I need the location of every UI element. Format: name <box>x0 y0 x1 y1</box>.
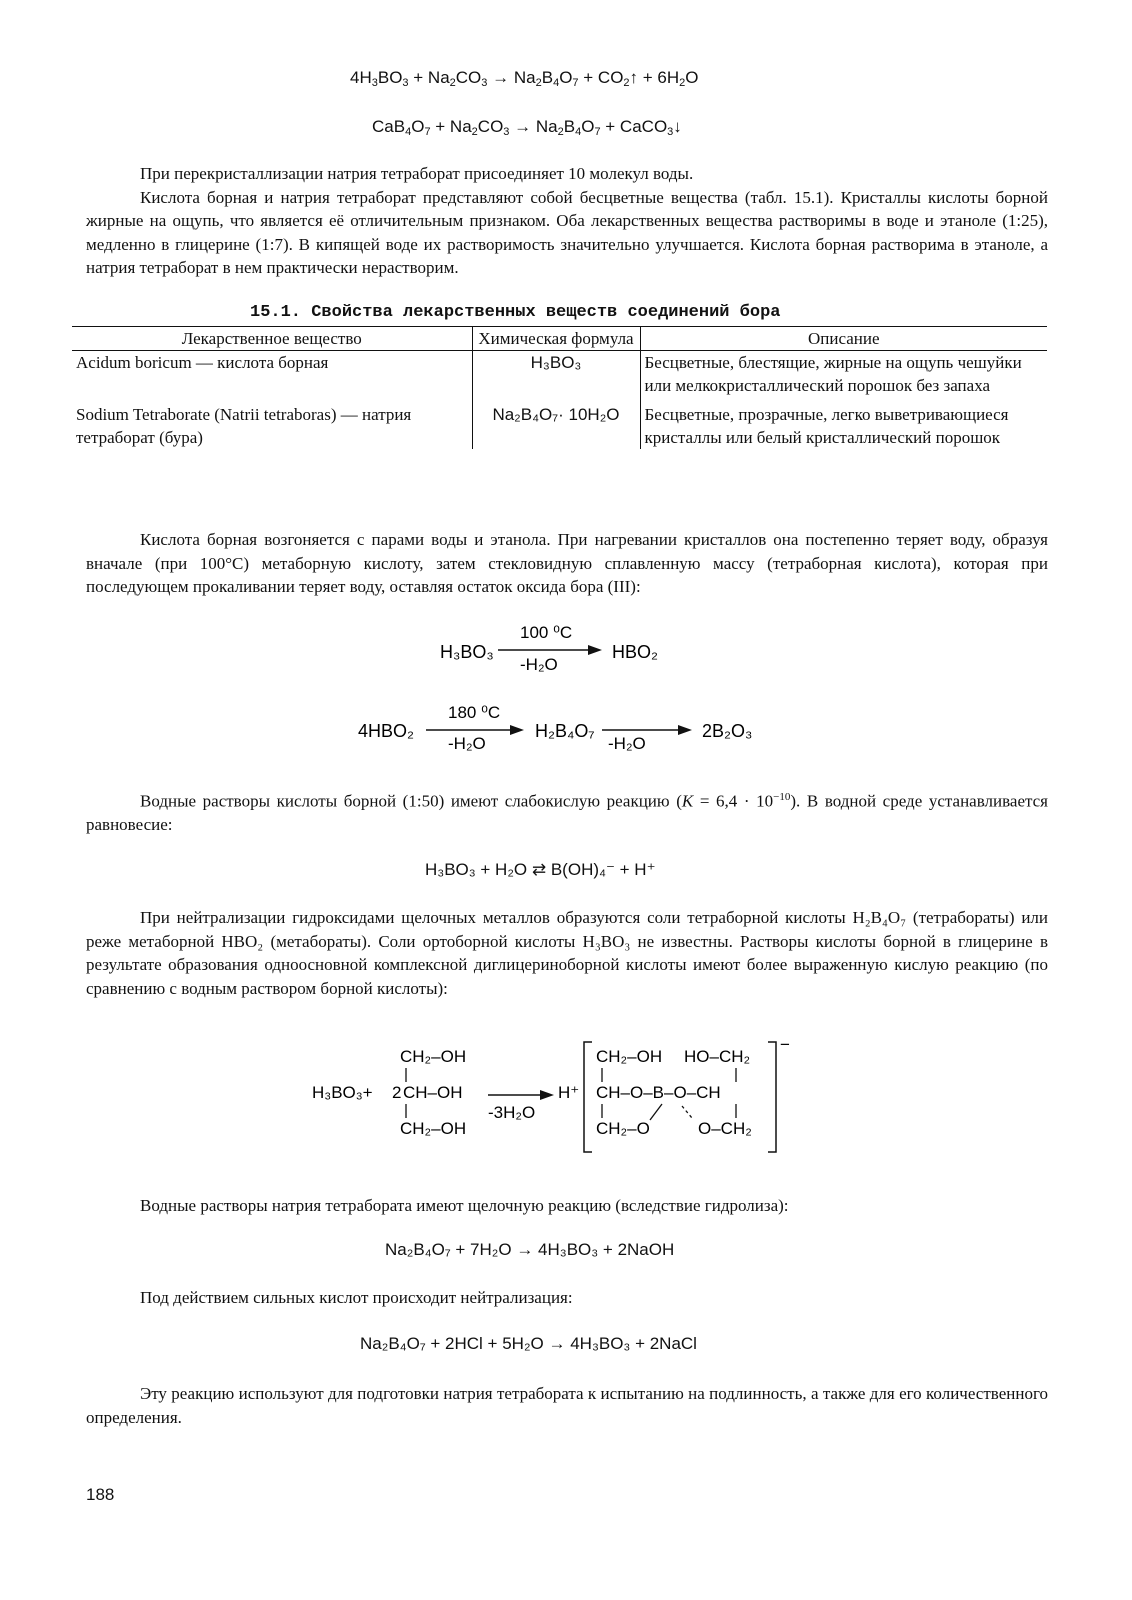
text-run: = 6,4 · 10 <box>693 791 774 811</box>
eq-sub: 2 <box>535 77 542 89</box>
text-run: Водные растворы кислоты борной (1:50) имеют слабокислую реакцию ( <box>140 791 682 811</box>
eq-token: B <box>541 68 554 87</box>
table-caption: 15.1. Свойства лекарственных веществ соединений бора <box>250 303 781 322</box>
glycerol-complex-scheme <box>300 1030 820 1160</box>
eq-sub: 3 <box>667 126 674 138</box>
bracket-right <box>768 1042 776 1152</box>
eq-token: CO <box>455 68 482 87</box>
table-cell-name: Acidum boricum — кислота борная <box>72 351 472 404</box>
text-run: ). В водной среде устанавливается равновесие: <box>86 791 1048 835</box>
scheme-r2-left: 4HBO₂ <box>358 721 415 741</box>
exponent: −10 <box>773 791 791 803</box>
glycerol-water: -3H₂O <box>488 1103 536 1122</box>
table-row <box>72 351 1047 404</box>
paragraph-text: Водные растворы натрия тетрабората имеют щелочную реакцию (вследствие гидролиза): <box>140 1196 789 1215</box>
table-cell-formula: H₃BO₃ <box>472 351 640 404</box>
eq-token: + CaCO <box>600 117 668 136</box>
table-row <box>72 403 1047 449</box>
properties-table <box>72 326 1047 449</box>
eq-sub: 2 <box>449 77 456 89</box>
eq-sub: 2 <box>557 126 564 138</box>
eq-sub: 3 <box>402 77 409 89</box>
eq-sub: 3 <box>371 77 378 89</box>
glycerol-line-1: CH₂–OH <box>400 1047 467 1066</box>
table-cell-description: Бесцветные, блестящие, жирные на ощупь чешуйки или мелкокристаллический порошок без запаха <box>644 353 1022 395</box>
bond-line <box>650 1104 662 1120</box>
eq-sub: 4 <box>575 126 582 138</box>
glycerol-line-2: CH–OH <box>403 1083 463 1102</box>
paragraph-text: При нейтрализации гидроксидами щелочных металлов образуются соли тетраборной кислоты H₂B₄O₇ (тетрабораты) или реже метаборной HBO₂ (метабораты). Соли ортоборной кислоты H₃BO₃ не известны. Растворы кислоты борной в глицерине в результате образования одноосновной комплексной диглицериноборной кислоты имеют более выраженную кислую реакцию (по сравнению с водным раствором борной кислоты): <box>86 908 1048 998</box>
eq-sub: 4 <box>553 77 560 89</box>
eq-token: O <box>581 117 595 136</box>
scheme-r2-middle: H₂B₄O₇ <box>535 721 595 741</box>
table-header-row <box>72 327 1047 351</box>
precipitate-arrow-icon: ↓ <box>673 117 682 136</box>
scheme-r2b-water: -H₂O <box>608 734 646 753</box>
paragraph-text <box>86 786 1048 837</box>
equation-boric-acid-sodium-carbonate <box>350 68 699 89</box>
scheme-r2-condition: 180 ⁰C <box>448 703 501 722</box>
scheme-r2-right: 2B₂O₃ <box>702 721 753 741</box>
eq-token: B <box>563 117 576 136</box>
paragraph-text: Кислота борная возгоняется с парами воды и этанола. При нагревании кристаллов она постепенно теряет воду, образуя вначале (при 100°С) метаборную кислоту, затем стекловидную сплавленную массу (тетраборная кислота), которая при последующем прокаливании теряет воду, оставляя остаток оксида бора (III): <box>86 530 1048 596</box>
eq-sub: 3 <box>503 126 510 138</box>
glycerol-coefficient: 2 <box>392 1083 402 1102</box>
complex-charge: − <box>780 1035 790 1054</box>
eq-sub: 4 <box>405 126 412 138</box>
table-cell-name: Sodium Tetraborate (Natrii tetraboras) — натрия тетраборат (бура) <box>72 403 472 449</box>
paragraph-text: Под действием сильных кислот происходит нейтрализация: <box>140 1288 573 1307</box>
eq-token: Na <box>427 68 450 87</box>
eq-token: 4H <box>350 68 372 87</box>
eq-token: O <box>411 117 425 136</box>
paragraph-recrystallization: При перекристаллизации натрия тетраборат присоединяет 10 молекул воды. <box>140 164 694 183</box>
scheme-r1-left: H₃BO₃ <box>440 642 494 662</box>
paragraph-text: Эту реакцию используют для подготовки натрия тетрабората к испытанию на подлинность, а также для его количественного определения. <box>86 1384 1048 1427</box>
paragraph-properties: Кислота борная и натрия тетраборат представляют собой бесцветные вещества (табл. 15.1). Кристаллы кислоты борной жирные на ощупь, что является её отличительным признаком. Оба лекарственных вещества растворимы в воде и этаноле (1:25), медленно в глицерине (1:7). В кипящей воде их растворимость значительно улучшается. Кислота борная растворима в этаноле, а натрия тетраборат в нем практически нерастворим. <box>86 187 1048 277</box>
eq-arrow: → <box>509 117 536 136</box>
eq-sub: 2 <box>623 77 630 89</box>
scheme-r1-right: HBO₂ <box>612 642 658 662</box>
intro-paragraphs <box>86 162 1048 280</box>
glycerol-line-3: CH₂–OH <box>400 1119 467 1138</box>
complex-line-3-left: CH₂–O <box>596 1119 650 1138</box>
arrowhead-icon <box>510 725 524 735</box>
eq-token: + CO <box>578 68 624 87</box>
constant-symbol: K <box>681 791 694 811</box>
complex-line-1-right: HO–CH₂ <box>684 1047 751 1066</box>
eq-token: O <box>559 68 573 87</box>
dehydration-scheme <box>340 620 780 770</box>
eq-token: CaB <box>372 117 406 136</box>
eq-sub: 7 <box>594 126 601 138</box>
paragraph-aqueous-solutions <box>86 786 1048 837</box>
bracket-left <box>584 1042 592 1152</box>
complex-line-1-left: CH₂–OH <box>596 1047 663 1066</box>
equation-neutralization: Na₂B₄O₇ + 2HCl + 5H₂O → 4H₃BO₃ + 2NaCl <box>360 1334 697 1353</box>
complex-line-3-right: O–CH₂ <box>698 1119 752 1138</box>
paragraph-strong-acids <box>86 1286 1048 1310</box>
table-header-substance: Лекарственное вещество <box>72 327 472 351</box>
eq-sub: 7 <box>424 126 431 138</box>
scheme-r1-condition: 100 ⁰C <box>520 623 573 642</box>
scheme-r1-water: -H₂O <box>520 655 558 674</box>
eq-token: Na <box>535 117 558 136</box>
equation-equilibrium: H₃BO₃ + H₂O ⇄ B(OH)₄⁻ + H⁺ <box>425 860 656 879</box>
equation-hydrolysis: Na₂B₄O₇ + 7H₂O → 4H₃BO₃ + 2NaOH <box>385 1240 675 1259</box>
eq-token: + 6H <box>638 68 680 87</box>
arrowhead-icon <box>540 1090 554 1100</box>
eq-sub: 3 <box>481 77 488 89</box>
paragraph-usage <box>86 1382 1048 1429</box>
eq-token: CO <box>477 117 504 136</box>
table-cell-description: Бесцветные, прозрачные, легко выветривающиеся кристаллы или белый кристаллический порошок <box>644 405 1009 447</box>
glycerol-left-reagent: H₃BO₃+ <box>312 1083 373 1102</box>
arrowhead-icon <box>678 725 692 735</box>
scheme-r2-water: -H₂O <box>448 734 486 753</box>
eq-sub: 2 <box>679 77 686 89</box>
eq-sub: 2 <box>471 126 478 138</box>
complex-line-2: CH–O–B–O–CH <box>596 1083 721 1102</box>
paragraph-hydrolysis <box>86 1194 1048 1218</box>
equation-calcium-tetraborate <box>372 117 682 138</box>
table-cell-formula: Na₂B₄O₇· 10H₂O <box>472 403 640 449</box>
page-number: 188 <box>86 1485 115 1504</box>
eq-token: + Na <box>430 117 472 136</box>
eq-token: Na <box>513 68 536 87</box>
paragraph-neutralization-salts <box>86 906 1048 1000</box>
table-header-formula: Химическая формула <box>472 327 640 351</box>
eq-arrow: → <box>487 68 514 87</box>
paragraph-sublimation <box>86 528 1048 599</box>
arrowhead-icon <box>588 645 602 655</box>
eq-token: + <box>408 68 428 87</box>
eq-token: O <box>685 68 699 87</box>
glycerol-proton: H⁺ <box>558 1083 580 1102</box>
eq-sub: 7 <box>572 77 579 89</box>
table-header-description: Описание <box>807 329 880 348</box>
eq-token: BO <box>377 68 403 87</box>
gas-arrow-icon: ↑ <box>629 68 639 87</box>
bond-line <box>682 1106 692 1118</box>
